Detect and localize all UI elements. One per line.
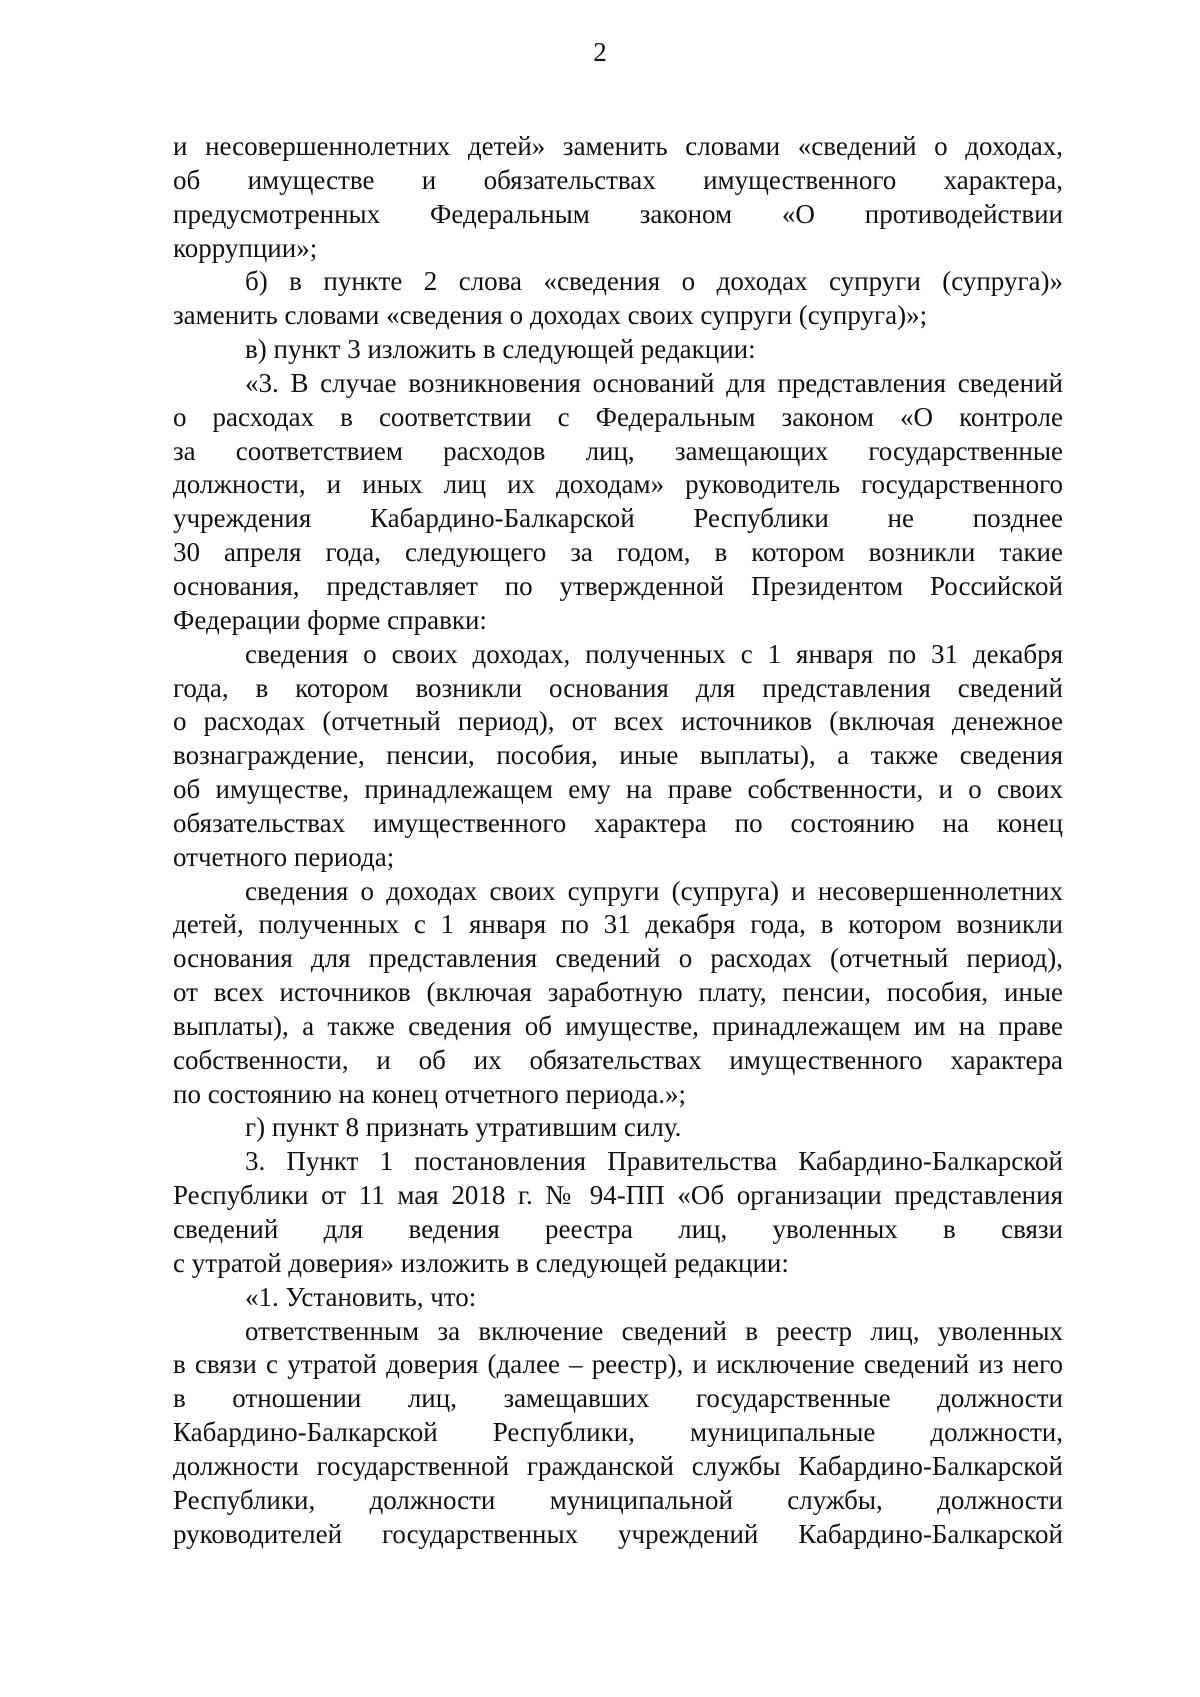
text-line: коррупции»; bbox=[173, 232, 318, 263]
text-line: сведения о своих доходах, полученных с 1 января по 31 декабря bbox=[245, 638, 1063, 669]
text-line: детей, полученных с 1 января по 31 декабря года, в котором возникли bbox=[173, 909, 1063, 940]
text-line: руководителей государственных учреждений Кабардино-Балкарской bbox=[173, 1518, 1063, 1549]
text-line: собственности, и об их обязательствах имущественного характера bbox=[173, 1044, 1063, 1075]
text-line: учреждения Кабардино-Балкарской Республики не позднее bbox=[173, 503, 1063, 534]
text-line: «3. В случае возникновения оснований для представления сведений bbox=[245, 367, 1063, 398]
text-line: Федерации форме справки: bbox=[173, 604, 487, 635]
text-line: «1. Установить, что: bbox=[245, 1281, 477, 1312]
text-line: о расходах (отчетный период), от всех источников (включая денежное bbox=[173, 706, 1063, 737]
text-line: года, в котором возникли основания для представления сведений bbox=[173, 672, 1063, 703]
text-line: и несовершеннолетних детей» заменить словами «сведений о доходах, bbox=[173, 131, 1063, 161]
text-line: по состоянию на конец отчетного периода.»; bbox=[173, 1078, 687, 1109]
text-line: должности государственной гражданской службы Кабардино-Балкарской bbox=[173, 1450, 1063, 1481]
text-line: вознаграждение, пенсии, пособия, иные выплаты), а также сведения bbox=[173, 740, 1063, 771]
text-line: г) пункт 8 признать утратившим силу. bbox=[245, 1112, 682, 1143]
text-line: 30 апреля года, следующего за годом, в котором возникли такие bbox=[173, 537, 1063, 568]
text-line: должности, и иных лиц их доходам» руководитель государственного bbox=[173, 469, 1063, 500]
text-line: отчетного периода; bbox=[173, 841, 395, 872]
text-line: об имуществе, принадлежащем ему на праве собственности, и о своих bbox=[173, 774, 1063, 805]
text-line: 3. Пункт 1 постановления Правительства Кабардино-Балкарской bbox=[245, 1146, 1063, 1177]
text-line: сведения о доходах своих супруги (супруга) и несовершеннолетних bbox=[245, 875, 1063, 906]
text-line: в отношении лиц, замещавших государственные должности bbox=[173, 1383, 1063, 1414]
text-line: основания, представляет по утвержденной Президентом Российской bbox=[173, 570, 1063, 601]
text-line: об имуществе и обязательствах имущественного характера, bbox=[173, 164, 1063, 195]
text-line: обязательствах имущественного характера по состоянию на конец bbox=[173, 807, 1063, 838]
text-line: основания для представления сведений о расходах (отчетный период), bbox=[173, 943, 1063, 974]
text-line: в связи с утратой доверия (далее – реестр), и исключение сведений из него bbox=[173, 1349, 1063, 1380]
page-number: 2 bbox=[593, 37, 607, 67]
text-line: за соответствием расходов лиц, замещающих государственные bbox=[173, 435, 1063, 466]
text-line: Республики от 11 мая 2018 г. № 94-ПП «Об организации представления bbox=[173, 1180, 1063, 1211]
text-line: выплаты), а также сведения об имуществе, принадлежащем им на праве bbox=[173, 1010, 1063, 1041]
text-line: б) в пункте 2 слова «сведения о доходах супруги (супруга)» bbox=[245, 266, 1063, 297]
text-line: в) пункт 3 изложить в следующей редакции: bbox=[245, 334, 756, 365]
text-line: Кабардино-Балкарской Республики, муниципальные должности, bbox=[173, 1417, 1063, 1448]
text-line: ответственным за включение сведений в реестр лиц, уволенных bbox=[245, 1315, 1063, 1346]
text-line: Республики, должности муниципальной службы, должности bbox=[173, 1484, 1063, 1515]
text-line: предусмотренных Федеральным законом «О противодействии bbox=[173, 198, 1063, 229]
text-line: заменить словами «сведения о доходах своих супруги (супруга)»; bbox=[173, 300, 928, 331]
text-line: сведений для ведения реестра лиц, уволенных в связи bbox=[173, 1214, 1063, 1244]
document-body bbox=[173, 130, 1063, 1551]
text-line: с утратой доверия» изложить в следующей редакции: bbox=[173, 1247, 789, 1278]
text-line: о расходах в соответствии с Федеральным законом «О контроле bbox=[173, 401, 1063, 432]
text-line: от всех источников (включая заработную плату, пенсии, пособия, иные bbox=[173, 977, 1063, 1008]
